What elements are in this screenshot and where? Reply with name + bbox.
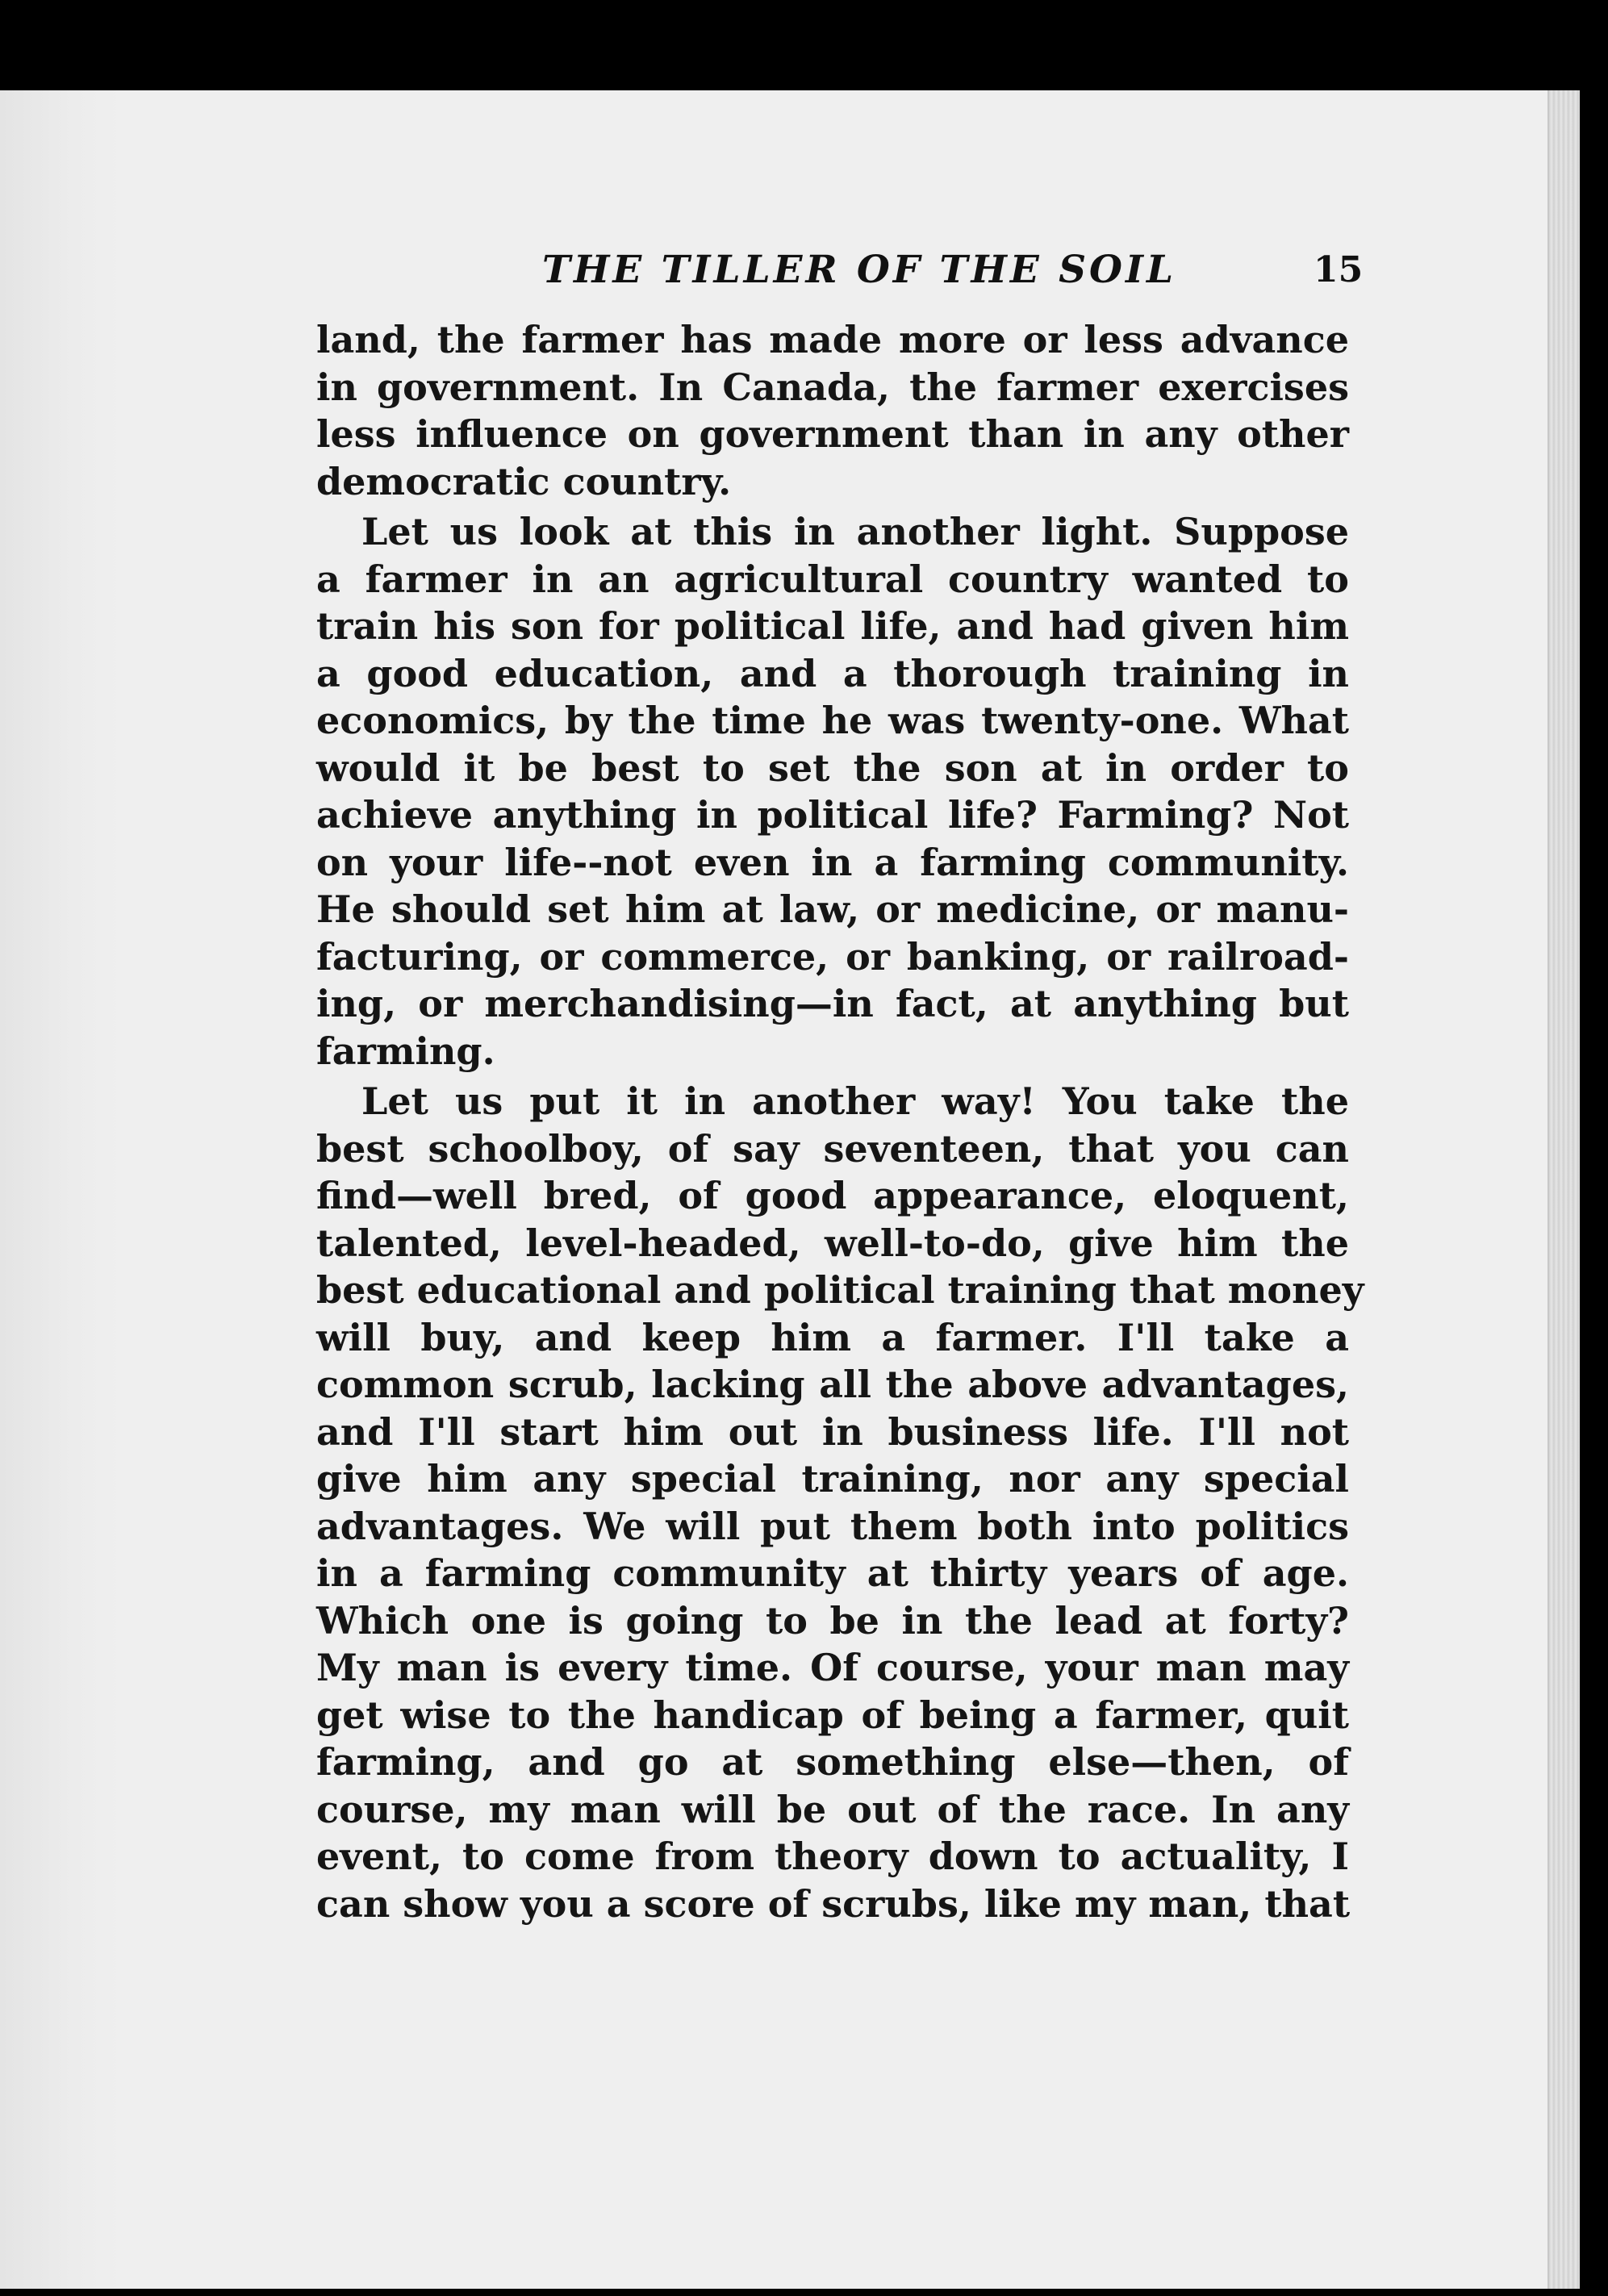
text-line: course, my man will be out of the race. In any	[316, 1787, 1349, 1831]
text-line: a farmer in an agricultural country wanted to	[316, 557, 1349, 601]
text-line: land, the farmer has made more or less advance	[316, 318, 1349, 361]
text-line: talented, level-headed, well-to-do, give him the	[316, 1221, 1349, 1265]
text-line: economics, by the time he was twenty-one. What	[316, 699, 1349, 742]
page-gutter-shadow	[0, 90, 121, 2289]
text-line: best schoolboy, of say seventeen, that you can	[316, 1126, 1349, 1171]
text-line: event, to come from theory down to actuality, I	[316, 1835, 1349, 1878]
book-page	[0, 90, 1580, 2289]
text-line: democratic country.	[316, 459, 732, 503]
text-line: can show you a score of scrubs, like my man, that	[316, 1881, 1351, 1926]
paragraph-2	[316, 508, 1349, 1075]
text-line: facturing, or commerce, or banking, or railroad-	[316, 934, 1349, 979]
text-line: farming, and go at something else—then, of	[316, 1740, 1349, 1784]
text-line: would it be best to set the son at in order to	[316, 745, 1349, 790]
text-line: He should set him at law, or medicine, or manu-	[316, 887, 1349, 931]
text-line: in a farming community at thirty years of age.	[316, 1551, 1349, 1595]
text-line: find—well bred, of good appearance, eloquent,	[316, 1174, 1349, 1217]
text-line: less influence on government than in any other	[316, 412, 1349, 456]
text-line: Let us put it in another way! You take the	[361, 1079, 1349, 1123]
text-line: ing, or merchandising—in fact, at anything but	[316, 982, 1349, 1025]
text-line: advantages. We will put them both into politics	[316, 1504, 1349, 1548]
text-line: and I'll start him out in business life. I'll not	[316, 1409, 1349, 1454]
text-line: best educational and political training that money	[316, 1268, 1364, 1312]
text-line: common scrub, lacking all the above advantages,	[316, 1363, 1349, 1406]
text-line: in government. In Canada, the farmer exercises	[316, 365, 1349, 409]
text-line: Which one is going to be in the lead at forty?	[316, 1598, 1349, 1643]
page-number: 15	[1314, 249, 1364, 290]
text-line: give him any special training, nor any special	[316, 1457, 1349, 1501]
body-text	[316, 316, 1364, 2131]
text-line: Let us look at this in another light. Suppose	[361, 510, 1349, 553]
text-line: a good education, and a thorough training in	[316, 651, 1349, 695]
paragraph-1	[316, 316, 1349, 505]
text-line: get wise to the handicap of being a farmer, quit	[316, 1693, 1349, 1737]
paragraph-3	[316, 1078, 1364, 1927]
text-line: on your life--not even in a farming community.	[316, 840, 1349, 884]
text-line: farming.	[316, 1029, 495, 1073]
text-line: achieve anything in political life? Farming? Not	[316, 793, 1349, 837]
text-line: My man is every time. Of course, your man may	[316, 1646, 1349, 1689]
running-head: THE TILLER OF THE SOIL	[542, 248, 1177, 292]
text-line: train his son for political life, and had given him	[316, 604, 1349, 648]
page-fore-edge	[1547, 90, 1580, 2289]
text-line: will buy, and keep him a farmer. I'll take a	[316, 1315, 1349, 1359]
